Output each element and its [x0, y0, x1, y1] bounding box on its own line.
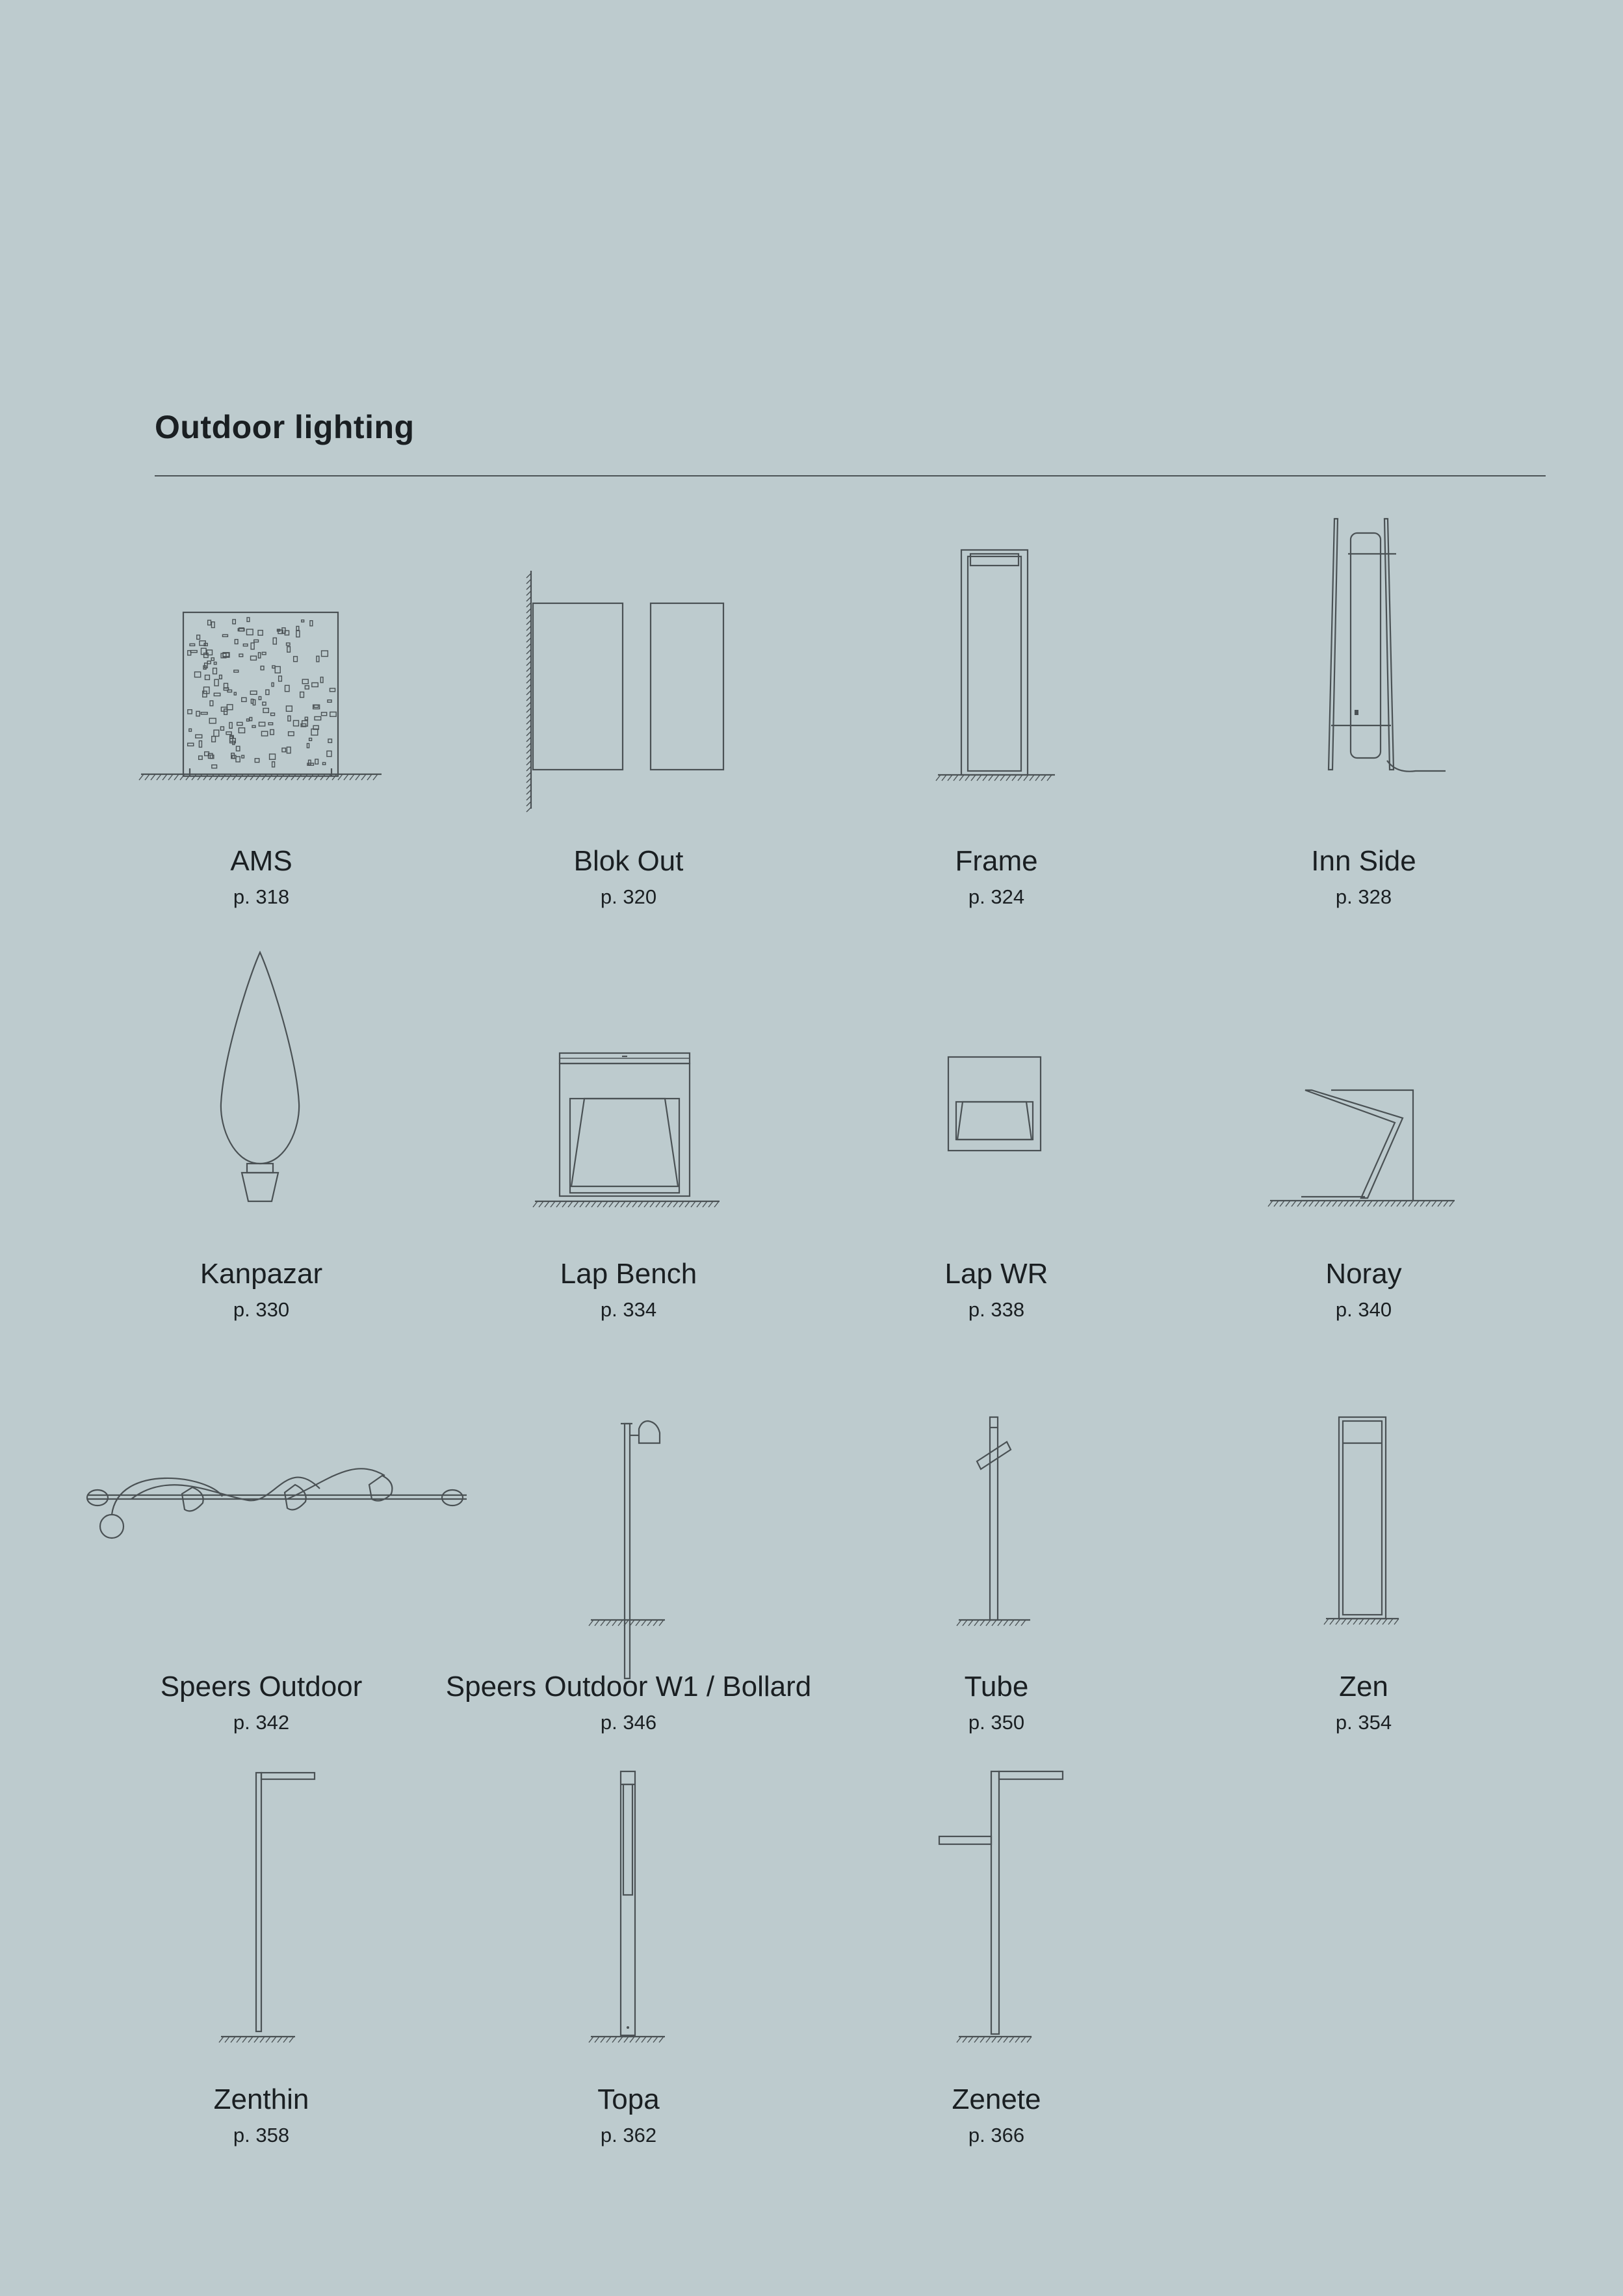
product-name: Frame	[955, 845, 1038, 877]
product-name: Noray	[1325, 1258, 1402, 1290]
product-name: Speers Outdoor	[160, 1671, 363, 1702]
product-name: Zen	[1339, 1671, 1388, 1702]
product-name: Topa	[597, 2083, 660, 2115]
zen-lamp-icon	[1156, 1365, 1572, 1651]
product-name: Kanpazar	[200, 1258, 323, 1290]
product-page: p. 340	[1335, 1298, 1392, 1321]
product-name: Zenthin	[213, 2083, 309, 2115]
product-name: Lap WR	[944, 1258, 1048, 1290]
speers-outdoor-lamp-icon	[53, 1365, 469, 1651]
product-page: p. 346	[600, 1711, 657, 1734]
product-page: p. 354	[1335, 1711, 1392, 1734]
product-page: p. 328	[1335, 885, 1392, 908]
product-page: p. 342	[233, 1711, 290, 1734]
inn-side-lamp-icon	[1156, 540, 1572, 826]
product-page: p. 350	[968, 1711, 1025, 1734]
blok-out-lamp-icon	[421, 540, 837, 826]
product-name: Tube	[964, 1671, 1029, 1702]
product-page: p. 334	[600, 1298, 657, 1321]
product-page: p. 366	[968, 2124, 1025, 2146]
product-name: Speers Outdoor W1 / Bollard	[445, 1671, 812, 1702]
title-divider	[155, 475, 1546, 476]
product-page: p. 338	[968, 1298, 1025, 1321]
product-name: Zenete	[952, 2083, 1041, 2115]
product-page: p. 362	[600, 2124, 657, 2146]
tube-lamp-icon	[788, 1365, 1204, 1651]
product-name: Lap Bench	[560, 1258, 697, 1290]
zenthin-lamp-icon	[53, 1778, 469, 2064]
product-page: p. 330	[233, 1298, 290, 1321]
noray-lamp-icon	[1156, 952, 1572, 1238]
product-page: p. 318	[233, 885, 290, 908]
topa-lamp-icon	[421, 1778, 837, 2064]
ams-lamp-icon	[53, 540, 469, 826]
kanpazar-lamp-icon	[53, 952, 469, 1238]
speers-bollard-lamp-icon	[421, 1365, 837, 1651]
product-page: p. 324	[968, 885, 1025, 908]
lap-bench-lamp-icon	[421, 952, 837, 1238]
product-page: p. 358	[233, 2124, 290, 2146]
product-name: Blok Out	[573, 845, 684, 877]
product-name: AMS	[230, 845, 292, 877]
page-title: Outdoor lighting	[155, 409, 415, 445]
zenete-lamp-icon	[788, 1778, 1204, 2064]
lap-wr-lamp-icon	[788, 952, 1204, 1238]
frame-lamp-icon	[788, 540, 1204, 826]
product-name: Inn Side	[1311, 845, 1416, 877]
product-page: p. 320	[600, 885, 657, 908]
